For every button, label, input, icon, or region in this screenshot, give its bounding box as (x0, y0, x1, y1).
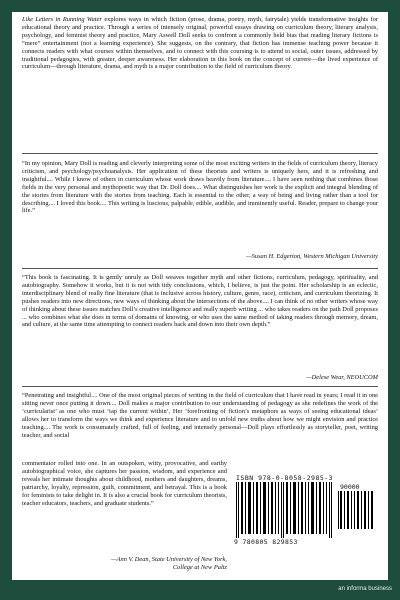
review-attribution (22, 556, 227, 572)
divider (22, 153, 378, 154)
review-quote (22, 274, 378, 329)
price-barcode-bars (338, 491, 376, 529)
isbn-label: ISBN 978-0-8058-2985-3 (236, 474, 334, 482)
back-cover-panel (12, 12, 388, 580)
review-quote (22, 392, 378, 439)
barcode-bars (236, 482, 336, 538)
review-quote-text: “This book is fascinating. It is gently unruly as Doll weaves together myth and other fictions, curriculum, pedagogy, spirituality, and autobiography. Somehow it works, but it is not with tidy conclusions, which, I believe, is just the point. Her scholarship is an eclectic, interdisciplinary blend of really fine literature (that is inclusive across history, culture, genre, race), criticism, and curriculum theorizing. It pushes readers into new directions, new ways of thinking about the intersections of the above.... I can think of no other writers whose way of thinking about these issues matches Doll’s creative intelligence and really superb writing ... who takes readers on the path Doll proposes ... who combines what she does in terms of domains of knowing, or who uses the same method of taking readers through memory, dream, and culture, at the same time attempting to connect readers back and down into their own depth.” (22, 274, 378, 329)
barcode-number: 9 780805 829853 (234, 538, 298, 546)
publisher-tagline: an informa business (338, 586, 392, 592)
review-attribution-line: —Ann V. Dean, State University of New York, (110, 556, 227, 563)
divider (22, 386, 378, 387)
price-code: 90000 (340, 483, 360, 491)
book-description (22, 16, 378, 71)
review-quote-continued: commentator rolled into one. In an outspoken, witty, provocative, and earthy autobiographical voice, she captures her passion, wisdom, and experience and reveals her intimate thoughts about childhood, mothers and daughters, dreams, patriarchy, loyalty, repression, guilt, commitment, and betrayal. This is a book for feminists to take delight in. It is also a crucial book for curriculum theorists, teacher educators, teachers, and graduate students.” (22, 460, 227, 507)
description-text: explores ways in which fiction (prose, drama, poetry, myth, fairytale) yields transformative insights for educational theory and practice. Through a series of intensely original, powerful essays drawing on curriculum theory, literary analysis, psychology, and feminist theory and practice, Mary Aswell Doll seeks to confront a commonly held bias that reading literary fictions is “mere” entertainment (not a learning experience). She suggests, on the contrary, that fiction has immense teaching power because it connects readers with what courses within themselves, and to connect with this coursing is to attend to social, outer issues, addressed by traditional pedagogies, with greater, deeper awareness. Her elaboration in this book on the concept of currere—the lived experience of curriculum—through literature, drama, and myth is a major contribution to the field of curriculum theory. (22, 16, 378, 71)
review-attribution: —Susan H. Edgerton, Western Michigan University (246, 253, 378, 260)
review-quote-text: “In my opinion, Mary Doll is reading and cleverly interpreting some of the most exciting writers in the fields of curriculum theory, literacy criticism, and psychology/psychoanalysis. Her application of these theorists and writers is uniquely hers, and it is refreshing and insightful.... While I know of others in curriculum whose work draws heavily from literature.... I have seen nothing that combines those fields in the very personal and mythopoetic way that Dr. Doll does.... What distinguishes her work is the explicit and integral blending of the stories from literature with the stories from teaching. Each is essential to the other, a way of being and living rather than a tool for describing.... I loved this book.... This writing is luscious, palpable, edible, audible, and imminently useful. Reader, prepare to change your life.” (22, 160, 378, 215)
review-quote (22, 160, 378, 215)
divider (22, 268, 378, 269)
review-attribution-line: College at New Paltz (172, 563, 227, 571)
review-quote-text: “Penetrating and insightful.... One of the most original pieces of writing in the field of curriculum that I have read in years; I read it in one sitting never once putting it down.... Doll makes a major contribution to our understanding of pedagogy as she redefines the work of the ‘curricularist’ as one who must ‘tap the current within’. Her ‘forefronting of fiction’s metaphors as ways of seeing educational ideas’ allows her to transform the ways we think and experience literature and to unfold new truths about how we might envision and practice teaching.... The work is consumately crafted, full of feeling, and intensely personal—Doll plays effortlessly as storyteller, poet, writing teacher, and social (22, 392, 378, 439)
barcode (230, 474, 380, 554)
book-title: Like Letters in Running Water (22, 16, 102, 23)
review-attribution: —Delese Wear, NEOUCOM (305, 374, 378, 381)
